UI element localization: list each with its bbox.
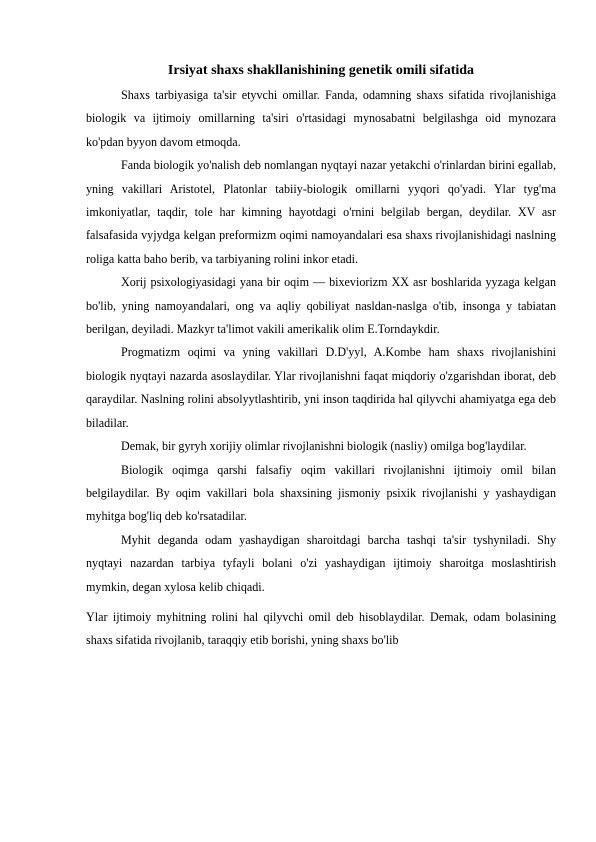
paragraph-7: Myhit deganda odam yashaydigan sharoitdagi barcha tashqi ta'sir tyshyniladi. Shy nyqtayi nazardan tarbiya tyfayli bolani o'zi yashaydigan ijtimoiy sharoitga moslashtirish mymkin, degan xylosa kelib chiqadi. <box>86 532 556 594</box>
paragraph-8: Ylar ijtimoiy myhitning rolini hal qilyvchi omil deb hisoblaydilar. Demak, odam bolasining shaxs sifatida rivojlanib, taraqqiy etib borishi, yning shaxs bo'lib <box>86 609 556 648</box>
paragraph-2: Fanda biologik yo'nalish deb nomlangan nyqtayi nazar yetakchi o'rinlardan birini egallab, yning vakillari Aristotel, Platonlar tabiiy-biologik omillarni yyqori qo'yadi. Ylar tyg'ma imkoniyatlar, taqdir, tole har kimning hayotdagi o'rnini belgilab bergan, deydilar. XV asr falsafasida vyjydga kelgan preformizm oqimi namoyandalari esa shaxs rivojlanishidagi naslning roliga katta baho berib, va tarbiyaning rolini inkor etadi. <box>86 158 556 266</box>
paragraph-4: Progmatizm oqimi va yning vakillari D.D'yyl, A.Kombe ham shaxs rivojlanishini biologik nyqtayi nazarda asoslaydilar. Ylar rivojlanishni faqat miqdoriy o'zgarishdan iborat, deb qaraydilar. Naslning rolini absolyytlashtirib, yni inson taqdirida hal qilyvchi ahamiyatga ega deb biladilar. <box>86 345 556 430</box>
paragraph-1: Shaxs tarbiyasiga ta'sir etyvchi omillar. Fanda, odamning shaxs sifatida rivojlanishiga biologik va ijtimoiy omillarning ta'siri o'rtasidagi mynosabatni belgilashga oid mynozara ko'pdan byyon davom etmoqda. <box>86 88 556 149</box>
paragraph-6: Biologik oqimga qarshi falsafiy oqim vakillari rivojlanishni ijtimoiy omil bilan belgilaydilar. By oqim vakillari bola shaxsining jismoniy psixik rivojlanishi y yashaydigan myhitga bog'liq deb ko'rsatadilar. <box>86 462 556 524</box>
document-title: Irsiyat shaxs shakllanishining genetik omili sifatida <box>167 63 475 78</box>
paragraph-3: Xorij psixologiyasidagi yana bir oqim — bixeviorizm XX asr boshlarida yyzaga kelgan bo'lib, yning namoyandalari, ong va aqliy qobiliyat nasldan-naslga o'tib, insonga y tabiatan berilgan, deyiladi. Mazkyr ta'limot vakili amerikalik olim E.Torndaykdir. <box>86 275 556 337</box>
document-page <box>86 62 556 653</box>
paragraph-5: Demak, bir gyryh xorijiy olimlar rivojlanishni biologik (nasliy) omilga bog'laydilar. <box>121 439 527 454</box>
